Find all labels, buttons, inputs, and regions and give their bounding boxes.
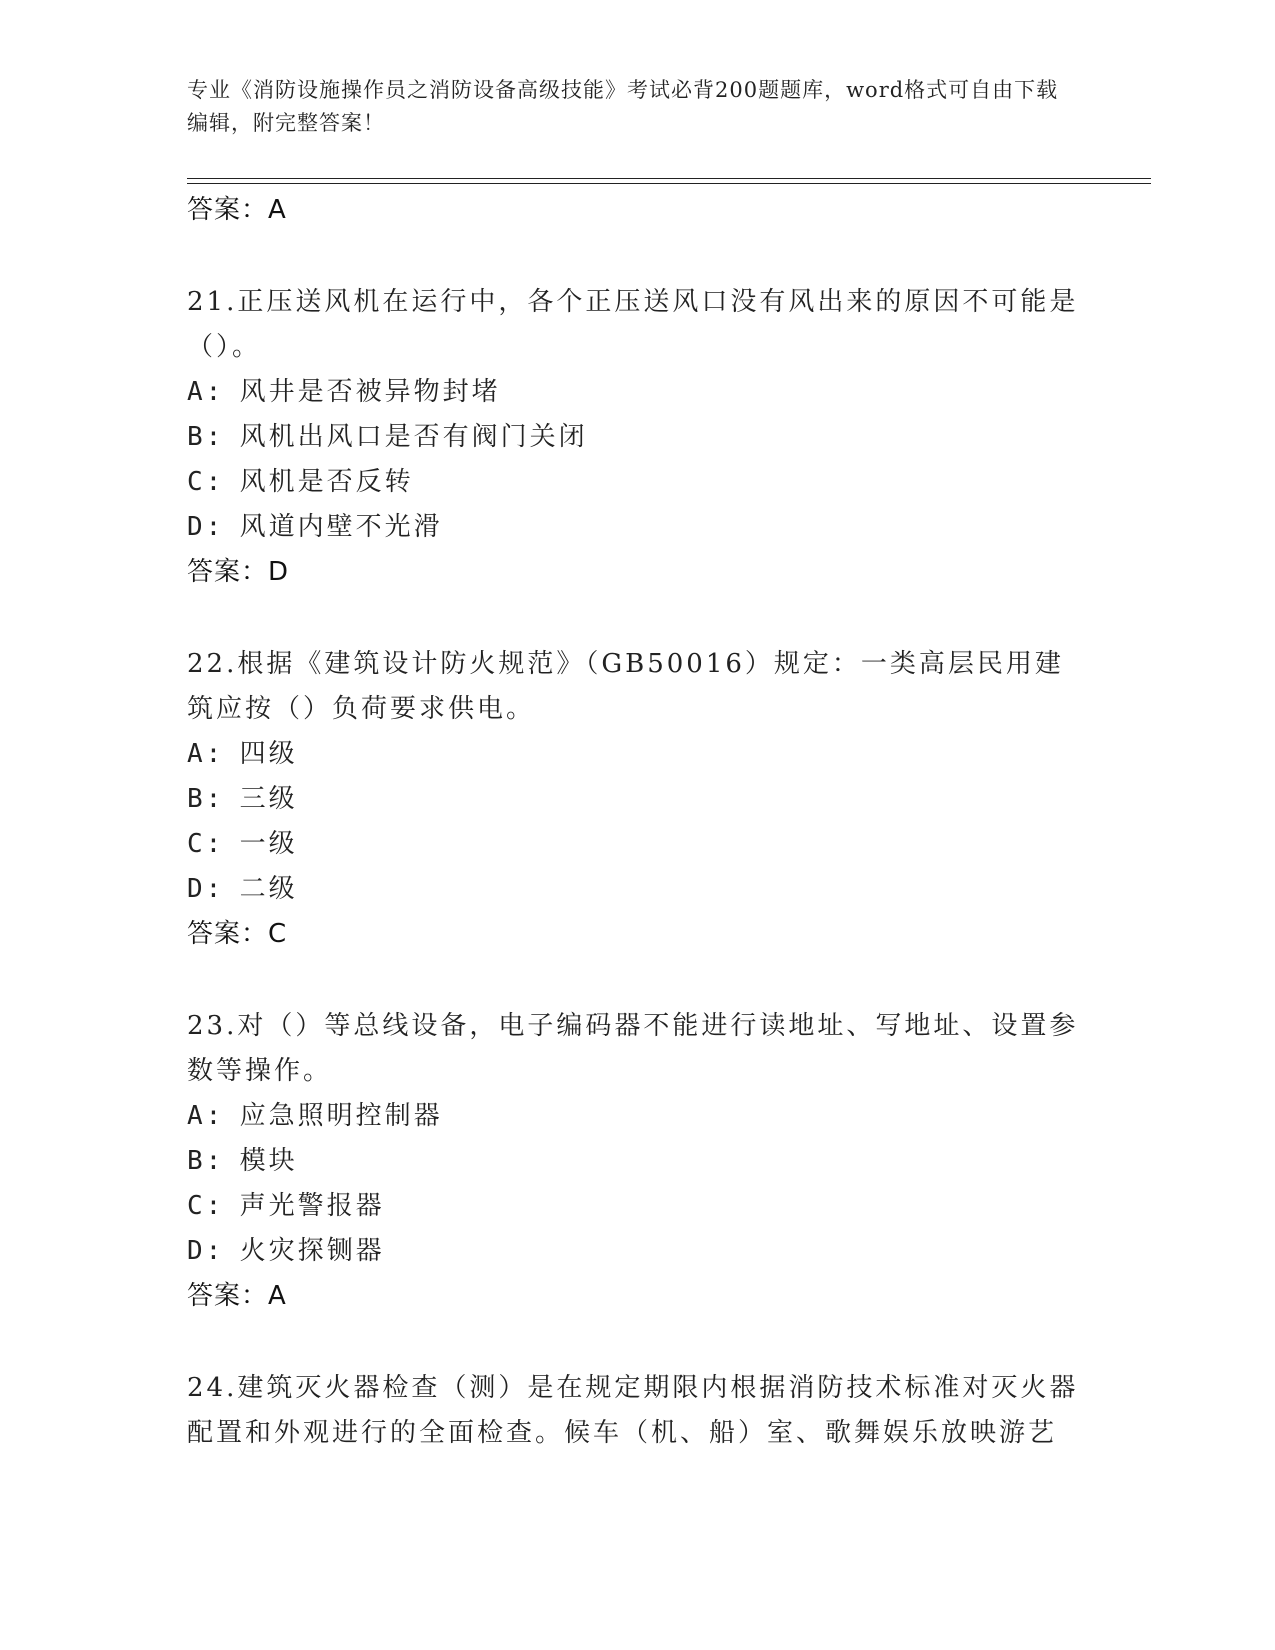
- header-rule-top: [187, 178, 1151, 179]
- question-list: [187, 188, 1087, 1456]
- option-b: B: 模块: [187, 1146, 298, 1176]
- question-stem: 24.建筑灭火器检查（测）是在规定期限内根据消防技术标准对灭火器配置和外观进行的全面检查。候车（机、船）室、歌舞娱乐放映游艺: [187, 1373, 1079, 1448]
- header-rule-bottom: [187, 183, 1151, 184]
- question-24: [187, 1366, 1087, 1456]
- page-header-text: 专业《消防设施操作员之消防设备高级技能》考试必背200题题库，word格式可自由下载编辑，附完整答案！: [187, 78, 1059, 135]
- question-stem: 23.对（）等总线设备，电子编码器不能进行读地址、写地址、设置参数等操作。: [187, 1011, 1079, 1086]
- option-d: D: 风道内壁不光滑: [187, 512, 443, 542]
- option-b: B: 三级: [187, 784, 298, 814]
- answer-line: 答案：C: [187, 919, 288, 949]
- option-c: C: 一级: [187, 829, 298, 859]
- option-a: A: 风井是否被异物封堵: [187, 377, 501, 407]
- answer-line: 答案：A: [187, 195, 287, 225]
- answer-line: 答案：A: [187, 1281, 287, 1311]
- option-c: C: 风机是否反转: [187, 467, 414, 497]
- option-d: D: 二级: [187, 874, 298, 904]
- option-d: D: 火灾探铡器: [187, 1236, 385, 1266]
- question-21: [187, 280, 1087, 595]
- answer-line: 答案：D: [187, 557, 290, 587]
- option-a: A: 应急照明控制器: [187, 1101, 443, 1131]
- question-23: [187, 1004, 1087, 1319]
- question-22: [187, 642, 1087, 957]
- question-stem: 21.正压送风机在运行中，各个正压送风口没有风出来的原因不可能是（）。: [187, 287, 1079, 362]
- question-stem: 22.根据《建筑设计防火规范》（GB50016）规定：一类高层民用建筑应按（）负荷要求供电。: [187, 649, 1064, 724]
- option-a: A: 四级: [187, 739, 298, 769]
- option-b: B: 风机出风口是否有阀门关闭: [187, 422, 588, 452]
- option-c: C: 声光警报器: [187, 1191, 385, 1221]
